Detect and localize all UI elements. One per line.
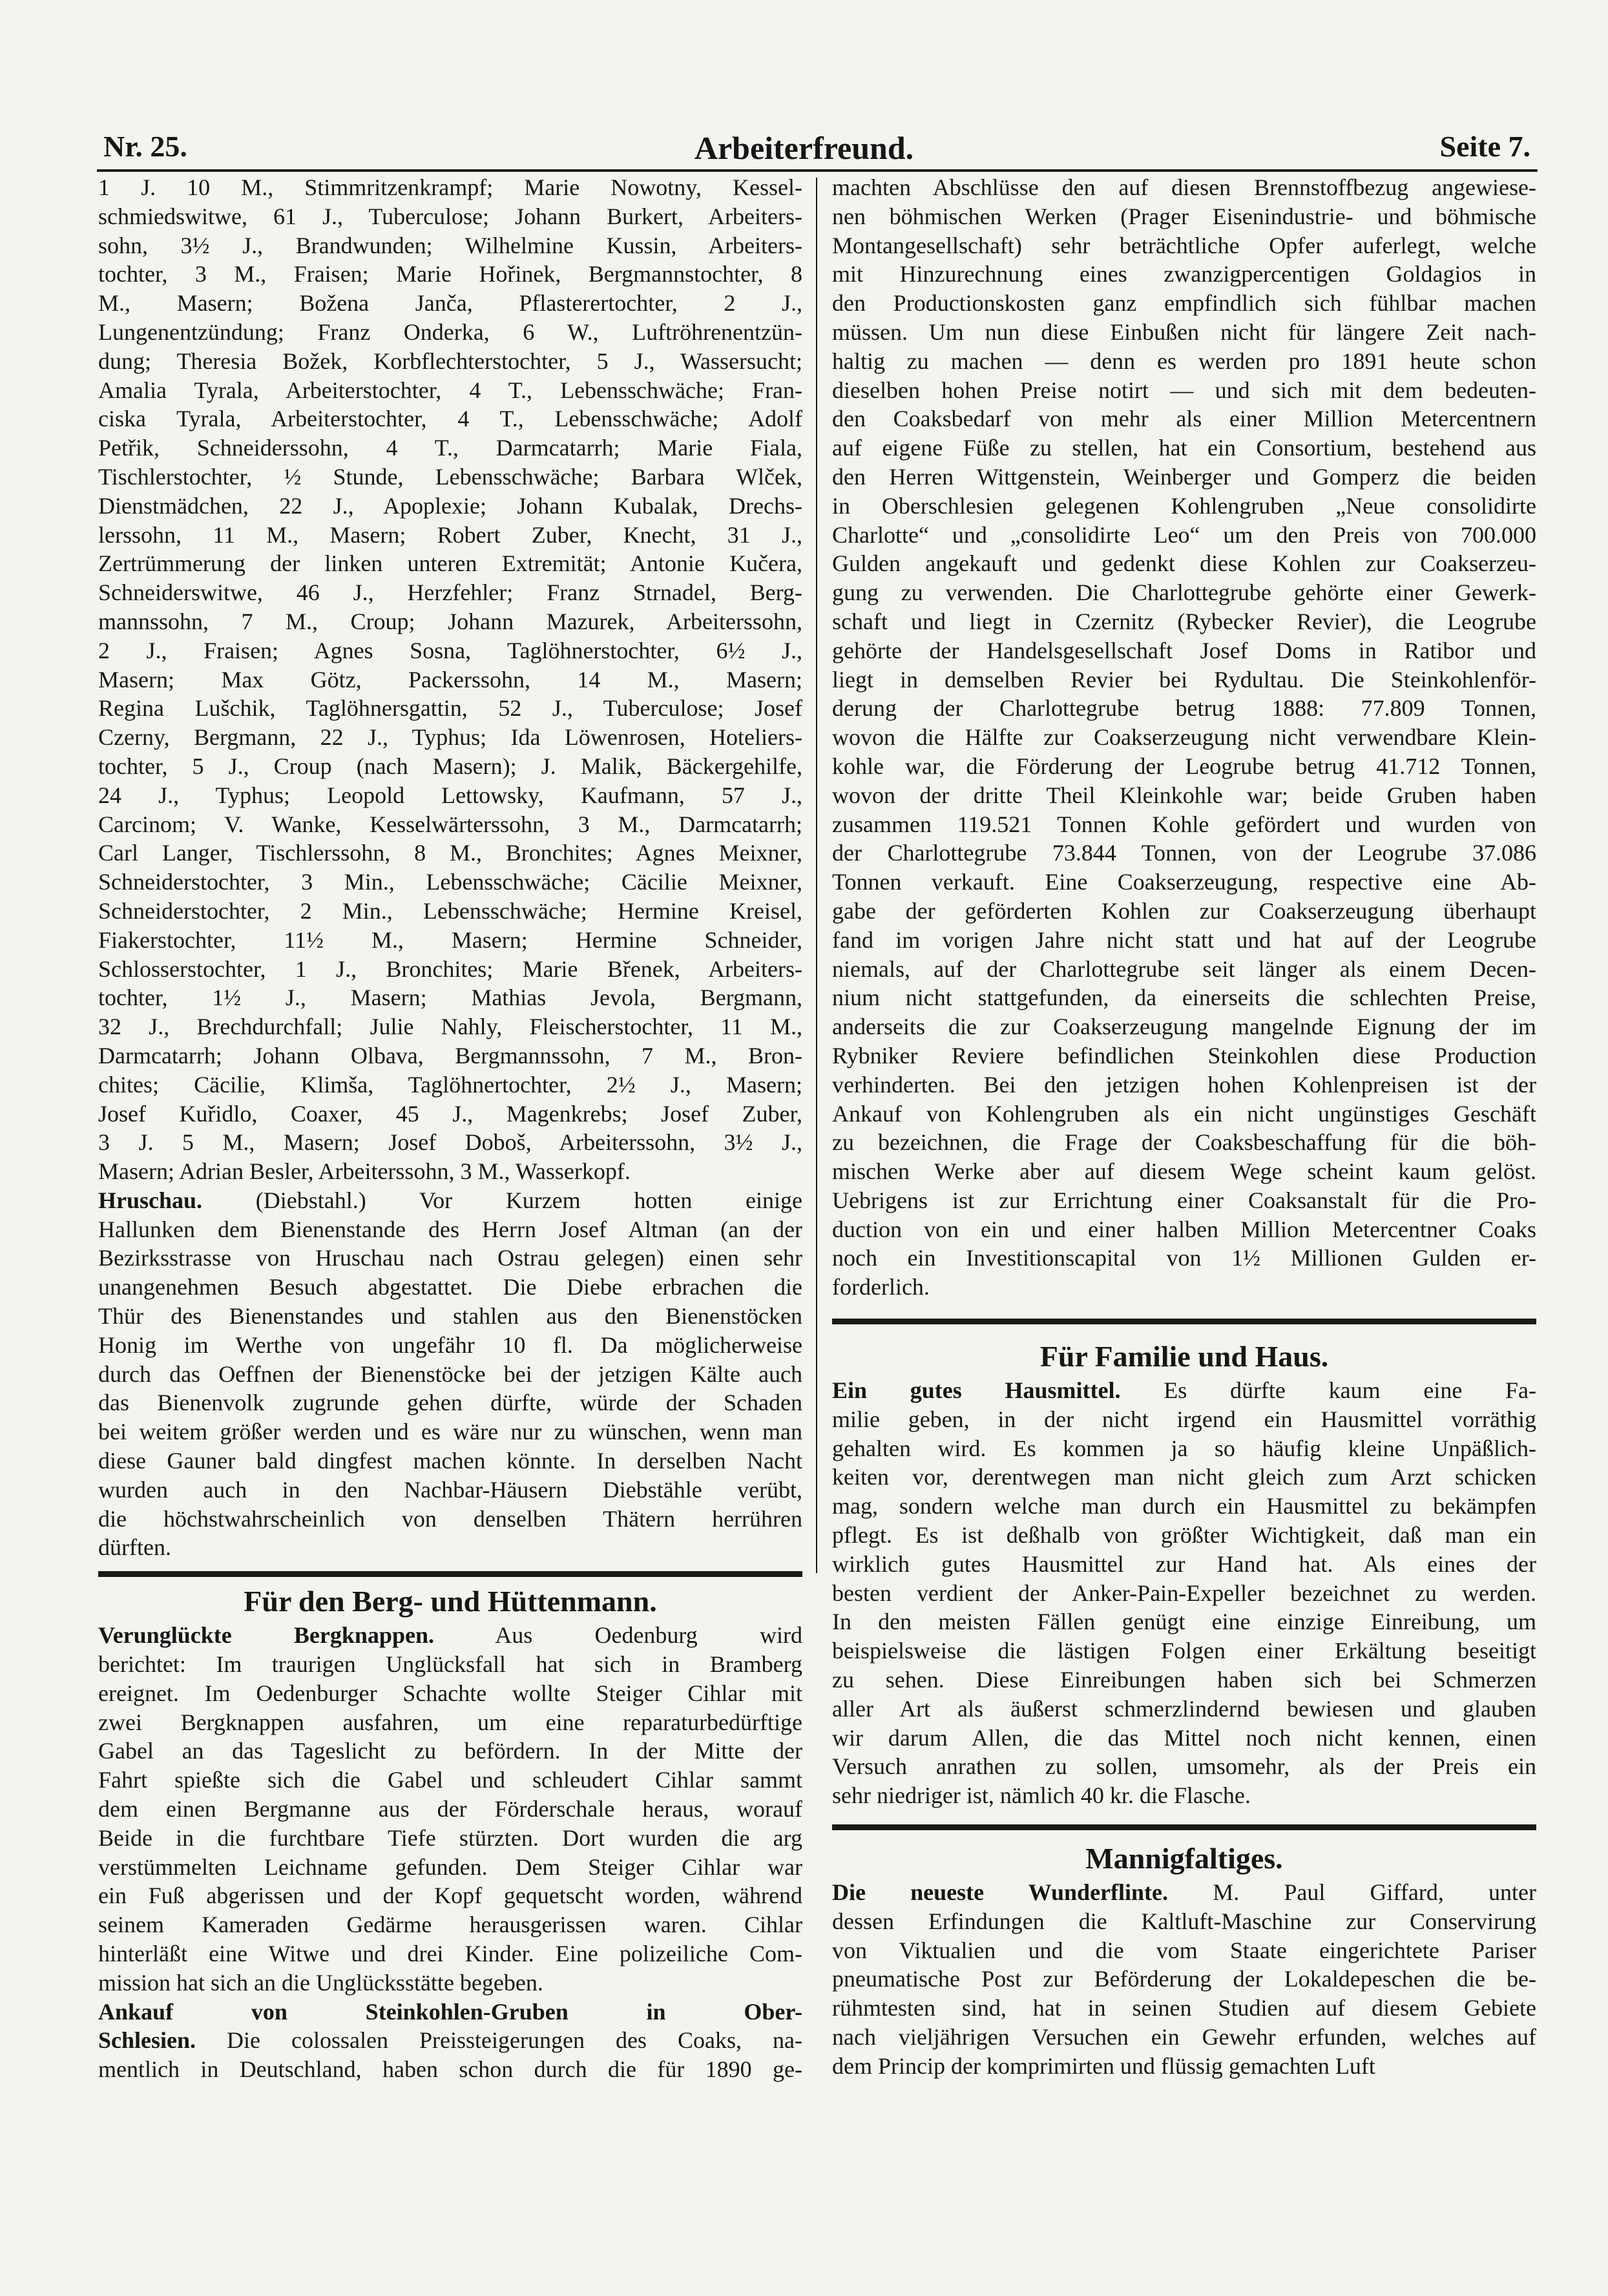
line-text: Bezirksstrasse von Hruschau nach Ostrau gelegen) einen sehr (98, 1245, 802, 1271)
text-line (832, 549, 1536, 578)
line-text: chites; Cäcilie, Klimša, Taglöhnertochter, 2½ J., Masern; (98, 1071, 802, 1098)
text-line (832, 289, 1536, 318)
text-line (832, 810, 1536, 839)
line-text: dürften. (98, 1534, 171, 1561)
text-line (98, 1939, 802, 1968)
line-text: derung der Charlottegrube betrug 1888: 77.809 Tonnen, (832, 695, 1536, 722)
article-lead: Hruschau. (98, 1187, 203, 1213)
text-line (98, 549, 802, 578)
line-text: wir darum Allen, die das Mittel noch nicht kennen, einen (832, 1724, 1536, 1751)
text-line (98, 1331, 802, 1360)
text-line (832, 1070, 1536, 1100)
text-line (832, 1607, 1536, 1636)
text-line (832, 1878, 1536, 1907)
text-line (98, 1708, 802, 1737)
line-text: verhinderten. Bei den jetzigen hohen Kohlenpreisen ist der (832, 1071, 1536, 1098)
line-text: Schlosserstochter, 1 J., Bronchites; Marie Břenek, Arbeiters- (98, 955, 802, 982)
line-text: rühmtesten sind, hat in seinen Studien auf diesem Gebiete (832, 1995, 1536, 2021)
text-line (98, 897, 802, 926)
text-line (98, 1244, 802, 1273)
text-line (98, 463, 802, 492)
line-text: Ankauf von Kohlengruben als ein nicht ungünstiges Geschäft (832, 1100, 1536, 1127)
text-line (832, 2023, 1536, 2052)
text-line (98, 231, 802, 260)
line-text: 3 J. 5 M., Masern; Josef Doboš, Arbeiterssohn, 3½ J., (98, 1129, 802, 1156)
text-line (832, 1157, 1536, 1186)
text-line (832, 202, 1536, 231)
article-lead: Ankauf von Steinkohlen-Gruben in Ober- (98, 1998, 802, 2025)
line-text: nen böhmischen Werken (Prager Eisenindustrie- und böhmische (832, 203, 1536, 229)
line-text: aller Art als äußerst schmerzlindernd bewiesen und glauben (832, 1695, 1536, 1722)
death-list (98, 173, 802, 1186)
text-line (832, 578, 1536, 607)
line-text: besten verdient der Anker-Pain-Expeller bezeichnet zu werden. (832, 1580, 1536, 1606)
line-text: Zertrümmerung der linken unteren Extremität; Antonie Kučera, (98, 550, 802, 577)
line-text: pflegt. Es ist deßhalb von größter Wichtigkeit, daß man ein (832, 1522, 1536, 1549)
line-text: 2 J., Fraisen; Agnes Sosna, Taglöhnerstochter, 6½ J., (98, 637, 802, 663)
text-line (98, 752, 802, 781)
line-text: den Herren Wittgenstein, Weinberger und Gomperz die beiden (832, 463, 1536, 490)
line-text: 1 J. 10 M., Stimmritzenkrampf; Marie Nowotny, Kessel- (98, 174, 802, 200)
line-text: Beide in die furchtbare Tiefe stürzten. Dort wurden die arg (98, 1824, 802, 1851)
line-text: nach vieljährigen Versuchen ein Gewehr erfunden, welches auf (832, 2024, 1536, 2051)
text-line (98, 1650, 802, 1679)
line-text: berichtet: Im traurigen Unglücksfall hat sich in Bramberg (98, 1651, 802, 1678)
line-text: auf eigene Füße zu stellen, hat ein Consortium, bestehend aus (832, 435, 1536, 461)
text-line (832, 1405, 1536, 1434)
line-text: milie geben, in der nicht irgend ein Hausmittel vorräthig (832, 1406, 1536, 1432)
line-text: sohn, 3½ J., Brandwunden; Wilhelmine Kussin, Arbeiters- (98, 232, 802, 258)
text-line (832, 1636, 1536, 1665)
line-text: anderseits die zur Coakserzeugung mangelnde Eignung der im (832, 1014, 1536, 1040)
text-line (832, 1936, 1536, 1965)
line-text: bei weitem größer werden und es wäre nur zu wünschen, wenn man (98, 1419, 802, 1445)
article-ankauf (98, 1998, 802, 2084)
text-line (832, 1781, 1536, 1810)
text-line (832, 376, 1536, 405)
text-line (832, 404, 1536, 433)
line-text: Schneiderstochter, 3 Min., Lebensschwäche; Cäcilie Meixner, (98, 869, 802, 895)
line-text: durch das Oeffnen der Bienenstöcke bei der jetzigen Kälte auch (98, 1361, 802, 1387)
line-text: Rybniker Reviere befindlichen Steinkohlen diese Production (832, 1042, 1536, 1069)
text-line (98, 318, 802, 347)
line-text: gung zu verwenden. Die Charlottegrube gehörte einer Gewerk- (832, 579, 1536, 606)
text-line (98, 1128, 802, 1157)
line-text: In den meisten Fällen genügt eine einzige Einreibung, um (832, 1609, 1536, 1635)
text-line (98, 1446, 802, 1476)
line-text: mentlich in Deutschland, haben schon durch die für 1890 ge- (98, 2056, 802, 2083)
text-line (98, 694, 802, 723)
article-lead: Die neueste Wunderflinte. (832, 1879, 1169, 1906)
line-text: Hallunken dem Bienenstande des Herrn Josef Altman (an der (98, 1216, 802, 1242)
text-line (98, 839, 802, 868)
line-text: mag, sondern welche man durch ein Hausmittel zu bekämpfen (832, 1493, 1536, 1519)
line-text: Carl Langer, Tischlerssohn, 8 M., Bronchites; Agnes Meixner, (98, 840, 802, 866)
line-text: sehr niedriger ist, nämlich 40 kr. die Flasche. (832, 1782, 1251, 1809)
text-line (832, 1521, 1536, 1550)
line-text: dung; Theresia Božek, Korbflechterstochter, 5 J., Wassersucht; (98, 348, 802, 374)
text-line (98, 1417, 802, 1446)
text-line (832, 1012, 1536, 1041)
text-line (832, 231, 1536, 260)
column-divider (816, 178, 817, 1573)
text-line (832, 2052, 1536, 2081)
line-text: dem Princip der komprimirten und flüssig gemachten Luft (832, 2052, 1375, 2079)
text-line (98, 1766, 802, 1795)
text-line (98, 1388, 802, 1417)
text-line (98, 1186, 802, 1215)
line-text: tochter, 3 M., Fraisen; Marie Hořinek, Bergmannstochter, 8 (98, 261, 802, 287)
text-line (832, 665, 1536, 694)
line-text: Masern; Adrian Besler, Arbeiterssohn, 3 M., Wasserkopf. (98, 1158, 631, 1185)
text-line (98, 1737, 802, 1766)
line-text: pneumatische Post zur Beförderung der Lokaldepeschen die be- (832, 1966, 1536, 1992)
line-text: Carcinom; V. Wanke, Kesselwärterssohn, 3 M., Darmcatarrh; (98, 811, 802, 837)
text-line (98, 404, 802, 433)
line-text: mit Hinzurechnung eines zwanzigpercentigen Goldagios in (832, 261, 1536, 287)
text-line (98, 173, 802, 202)
line-text: Masern; Max Götz, Packerssohn, 14 M., Masern; (98, 666, 802, 693)
text-line (832, 173, 1536, 202)
text-line (832, 839, 1536, 868)
section-rule (98, 1571, 802, 1577)
text-line (98, 1795, 802, 1824)
line-text: duction von ein und einer halben Million Metercentner Coaks (832, 1216, 1536, 1242)
text-line (98, 723, 802, 752)
line-text: Dienstmädchen, 22 J., Apoplexie; Johann Kubalak, Drechs- (98, 492, 802, 519)
text-line (98, 868, 802, 897)
text-line (832, 955, 1536, 984)
text-line (98, 1041, 802, 1070)
line-text: (Diebstahl.) Vor Kurzem hotten einige (202, 1187, 802, 1213)
text-line (98, 492, 802, 521)
line-text: ein Fuß abgerissen und der Kopf gequetscht worden, während (98, 1883, 802, 1909)
text-line (832, 1463, 1536, 1492)
line-text: gehörte der Handelsgesellschaft Josef Doms in Ratibor und (832, 637, 1536, 663)
line-text: beispielsweise die lästigen Folgen einer Erkältung beseitigt (832, 1638, 1536, 1664)
line-text: Charlotte“ und „consolidirte Leo“ um den Preis von 700.000 (832, 521, 1536, 548)
text-line (832, 347, 1536, 376)
text-line (98, 1998, 802, 2027)
text-line (832, 607, 1536, 636)
article-hruschau (98, 1186, 802, 1562)
text-line (832, 521, 1536, 550)
text-line (832, 1434, 1536, 1463)
line-text: dieselben hohen Preise notirt — und sich mit dem bedeuten- (832, 377, 1536, 403)
article-ankauf-continued (832, 173, 1536, 1302)
line-text: Montangesellschaft) sehr beträchtliche Opfer auferlegt, welche (832, 232, 1536, 258)
line-text: ciska Tyrala, Arbeiterstochter, 4 T., Lebensschwäche; Adolf (98, 406, 802, 432)
newspaper-title: Arbeiterfreund. (694, 130, 914, 166)
line-text: wovon die Hälfte zur Coakserzeugung nicht verwendbare Klein- (832, 724, 1536, 751)
line-text: kohle war, die Förderung der Leogrube betrug 41.712 Tonnen, (832, 753, 1536, 779)
line-text: fand im vorigen Jahre nicht statt und hat auf der Leogrube (832, 926, 1536, 953)
text-line (98, 347, 802, 376)
line-text: zwei Bergknappen ausfahren, um eine reparaturbedürftige (98, 1709, 802, 1735)
line-text: wurden auch in den Nachbar-Häusern Diebstähle verübt, (98, 1476, 802, 1503)
section-heading-berg: Für den Berg- und Hüttenmann. (244, 1585, 657, 1618)
text-line (832, 1376, 1536, 1405)
line-text: Honig im Werthe von ungefähr 10 fl. Da möglicherweise (98, 1331, 802, 1358)
text-line (98, 1824, 802, 1853)
text-line (832, 1695, 1536, 1724)
line-text: verstümmelten Leichname gefunden. Dem Steiger Cihlar war (98, 1853, 802, 1880)
line-text: Josef Kuřidlo, Coaxer, 45 J., Magenkrebs; Josef Zuber, (98, 1100, 802, 1127)
line-text: Petřik, Schneiderssohn, 4 T., Darmcatarrh; Marie Fiala, (98, 435, 802, 461)
text-line (832, 1665, 1536, 1695)
line-text: Amalia Tyrala, Arbeiterstochter, 4 T., Lebensschwäche; Fran- (98, 377, 802, 403)
line-text: Uebrigens ist zur Errichtung einer Coaksanstalt für die Pro- (832, 1187, 1536, 1213)
text-line (832, 897, 1536, 926)
text-line (98, 260, 802, 289)
text-line (98, 983, 802, 1012)
text-line (98, 521, 802, 550)
text-line (98, 1273, 802, 1302)
text-line (832, 463, 1536, 492)
line-text: gehalten wird. Es kommen ja so häufig kleine Unpäßlich- (832, 1435, 1536, 1461)
text-line (832, 723, 1536, 752)
text-line (832, 1128, 1536, 1157)
page-number: Seite 7. (1439, 130, 1530, 163)
line-text: M., Masern; Božena Janča, Pflasterertochter, 2 J., (98, 290, 802, 317)
section-rule (832, 1319, 1536, 1324)
line-text: Es dürfte kaum eine Fa- (1120, 1377, 1536, 1404)
text-line (98, 1505, 802, 1534)
text-line (832, 1100, 1536, 1129)
text-line (832, 1244, 1536, 1273)
section-heading-misc: Mannigfaltiges. (1085, 1842, 1283, 1875)
line-text: Fahrt spießte sich die Gabel und schleudert Cihlar sammt (98, 1767, 802, 1793)
text-line (98, 1533, 802, 1562)
line-text: Thür des Bienenstandes und stahlen aus den Bienenstöcken (98, 1303, 802, 1330)
left-column (98, 173, 802, 2084)
text-line (98, 1621, 802, 1650)
line-text: dessen Erfindungen die Kaltluft-Maschine zur Conservirung (832, 1908, 1536, 1934)
line-text: Tischlerstochter, ½ Stunde, Lebensschwäche; Barbara Wlček, (98, 463, 802, 490)
text-line (832, 1041, 1536, 1070)
line-text: haltig zu machen — denn es werden pro 1891 heute schon (832, 348, 1536, 374)
article-lead: Schlesien. (98, 2027, 196, 2054)
text-line (98, 636, 802, 665)
line-text: liegt in demselben Revier bei Rydultau. Die Steinkohlenför- (832, 666, 1536, 693)
line-text: tochter, 5 J., Croup (nach Masern); J. Malik, Bäckergehilfe, (98, 753, 802, 779)
text-line (98, 665, 802, 694)
text-line (832, 492, 1536, 521)
line-text: machten Abschlüsse den auf diesen Brennstoffbezug angewiese- (832, 174, 1536, 200)
text-line (832, 926, 1536, 955)
text-line (98, 1012, 802, 1041)
text-line (832, 868, 1536, 897)
line-text: der Charlottegrube 73.844 Tonnen, von der Leogrube 37.086 (832, 840, 1536, 866)
section-heading-family: Für Familie und Haus. (1039, 1340, 1329, 1373)
text-line (98, 781, 802, 810)
text-line (98, 1360, 802, 1389)
text-line (832, 1186, 1536, 1215)
text-line (98, 1302, 802, 1331)
text-line (832, 1579, 1536, 1608)
text-line (98, 433, 802, 463)
article-hausmittel (832, 1376, 1536, 1810)
article-lead: Ein gutes Hausmittel. (832, 1377, 1121, 1404)
line-text: müssen. Um nun diese Einbußen nicht für längere Zeit nach- (832, 318, 1536, 345)
line-text: unangenehmen Besuch abgestattet. Die Diebe erbrachen die (98, 1274, 802, 1300)
line-text: mannssohn, 7 M., Croup; Johann Mazurek, Arbeiterssohn, (98, 608, 802, 634)
text-line (832, 260, 1536, 289)
line-text: dem einen Bergmanne aus der Förderschale heraus, worauf (98, 1796, 802, 1822)
text-line (98, 578, 802, 607)
text-line (832, 1994, 1536, 2023)
line-text: schmiedswitwe, 61 J., Tuberculose; Johann Burkert, Arbeiters- (98, 203, 802, 229)
text-line (832, 636, 1536, 665)
text-line (98, 1853, 802, 1882)
line-text: 32 J., Brechdurchfall; Julie Nahly, Fleischerstochter, 11 M., (98, 1014, 802, 1040)
text-line (98, 926, 802, 955)
text-line (98, 1157, 802, 1186)
text-line (98, 289, 802, 318)
line-text: wirklich gutes Hausmittel zur Hand hat. Als eines der (832, 1550, 1536, 1577)
line-text: Fiakerstochter, 11½ M., Masern; Hermine Schneider, (98, 926, 802, 953)
text-line (832, 1752, 1536, 1781)
line-text: keiten vor, derentwegen man nicht gleich zum Arzt schicken (832, 1464, 1536, 1490)
text-line (832, 1550, 1536, 1579)
line-text: 24 J., Typhus; Leopold Lettowsky, Kaufmann, 57 J., (98, 782, 802, 808)
line-text: Gulden angekauft und gedenkt diese Kohlen zur Coakserzeu- (832, 550, 1536, 577)
line-text: in Oberschlesien gelegenen Kohlengruben „Neue consolidirte (832, 492, 1536, 519)
line-text: forderlich. (832, 1274, 930, 1300)
line-text: den Coaksbedarf von mehr als einer Million Metercentnern (832, 406, 1536, 432)
article-lead: Verunglückte Bergknappen. (98, 1622, 434, 1649)
text-line (98, 607, 802, 636)
line-text: diese Gauner bald dingfest machen könnte. In derselben Nacht (98, 1448, 802, 1474)
line-text: zu sehen. Diese Einreibungen haben sich bei Schmerzen (832, 1667, 1536, 1693)
line-text: Die colossalen Preissteigerungen des Coaks, na- (196, 2027, 802, 2054)
text-line (832, 1215, 1536, 1244)
line-text: ereignet. Im Oedenburger Schachte wollte Steiger Cihlar mit (98, 1680, 802, 1706)
line-text: M. Paul Giffard, unter (1168, 1879, 1536, 1906)
line-text: die höchstwahrscheinlich von denselben Thätern herrühren (98, 1505, 802, 1532)
text-line (98, 1679, 802, 1708)
text-line (832, 1724, 1536, 1753)
line-text: Lungenentzündung; Franz Onderka, 6 W., Luftröhrenentzün- (98, 318, 802, 345)
line-text: noch ein Investitionscapital von 1½ Millionen Gulden er- (832, 1245, 1536, 1271)
text-line (832, 1273, 1536, 1302)
line-text: Schneiderstochter, 2 Min., Lebensschwäche; Hermine Kreisel, (98, 897, 802, 924)
line-text: hinterläßt eine Witwe und drei Kinder. Eine polizeiliche Com- (98, 1941, 802, 1967)
text-line (832, 318, 1536, 347)
text-line (98, 1215, 802, 1244)
section-rule (832, 1824, 1536, 1830)
issue-number: Nr. 25. (103, 130, 187, 163)
text-line (832, 1965, 1536, 1994)
line-text: niemals, auf der Charlottegrube seit länger als einem Decen- (832, 955, 1536, 982)
text-line (98, 1476, 802, 1505)
line-text: Aus Oedenburg wird (433, 1622, 802, 1649)
line-text: seinem Kameraden Gedärme herausgerissen waren. Cihlar (98, 1912, 802, 1938)
text-line (98, 376, 802, 405)
text-line (832, 983, 1536, 1012)
line-text: Czerny, Bergmann, 22 J., Typhus; Ida Löwenrosen, Hoteliers- (98, 724, 802, 751)
article-bergknappen (98, 1621, 802, 1997)
line-text: Tonnen verkauft. Eine Coakserzeugung, respective eine Ab- (832, 869, 1536, 895)
line-text: nium nicht stattgefunden, da einerseits die schlechten Preise, (832, 985, 1536, 1011)
text-line (832, 433, 1536, 463)
text-line (832, 1907, 1536, 1936)
text-line (98, 202, 802, 231)
line-text: lerssohn, 11 M., Masern; Robert Zuber, Knecht, 31 J., (98, 521, 802, 548)
line-text: Regina Lušchik, Taglöhnersgattin, 52 J., Tuberculose; Josef (98, 695, 802, 722)
text-line (98, 1881, 802, 1910)
text-line (98, 955, 802, 984)
text-line (98, 1100, 802, 1129)
line-text: wovon der dritte Theil Kleinkohle war; beide Gruben haben (832, 782, 1536, 808)
text-line (832, 694, 1536, 723)
text-line (98, 2026, 802, 2055)
text-line (98, 810, 802, 839)
line-text: den Productionskosten ganz empfindlich sich fühlbar machen (832, 290, 1536, 317)
line-text: Gabel an das Tageslicht zu befördern. In der Mitte der (98, 1738, 802, 1764)
line-text: schaft und liegt in Czernitz (Rybecker Revier), die Leogrube (832, 608, 1536, 634)
text-line (98, 1910, 802, 1939)
line-text: zusammen 119.521 Tonnen Kohle gefördert und wurden von (832, 811, 1536, 837)
article-wunderflinte (832, 1878, 1536, 2081)
line-text: von Viktualien und die vom Staate eingerichtete Pariser (832, 1937, 1536, 1963)
line-text: zu bezeichnen, die Frage der Coaksbeschaffung für die böh- (832, 1129, 1536, 1156)
text-line (98, 1070, 802, 1100)
line-text: Darmcatarrh; Johann Olbava, Bergmannssohn, 7 M., Bron- (98, 1042, 802, 1069)
line-text: Versuch anrathen zu sollen, umsomehr, als der Preis ein (832, 1753, 1536, 1780)
line-text: mission hat sich an die Unglücksstätte begeben. (98, 1969, 543, 1996)
text-line (832, 752, 1536, 781)
line-text: das Bienenvolk zugrunde gehen dürfte, würde der Schaden (98, 1390, 802, 1416)
text-line (832, 781, 1536, 810)
line-text: gabe der geförderten Kohlen zur Coakserzeugung überhaupt (832, 897, 1536, 924)
right-column (832, 173, 1536, 2081)
text-line (98, 1968, 802, 1998)
text-line (98, 2055, 802, 2084)
line-text: tochter, 1½ J., Masern; Mathias Jevola, Bergmann, (98, 985, 802, 1011)
line-text: mischen Werke aber auf diesem Wege scheint kaum gelöst. (832, 1158, 1536, 1185)
header-rule (97, 169, 1538, 172)
line-text: Schneiderswitwe, 46 J., Herzfehler; Franz Strnadel, Berg- (98, 579, 802, 606)
text-line (832, 1492, 1536, 1521)
